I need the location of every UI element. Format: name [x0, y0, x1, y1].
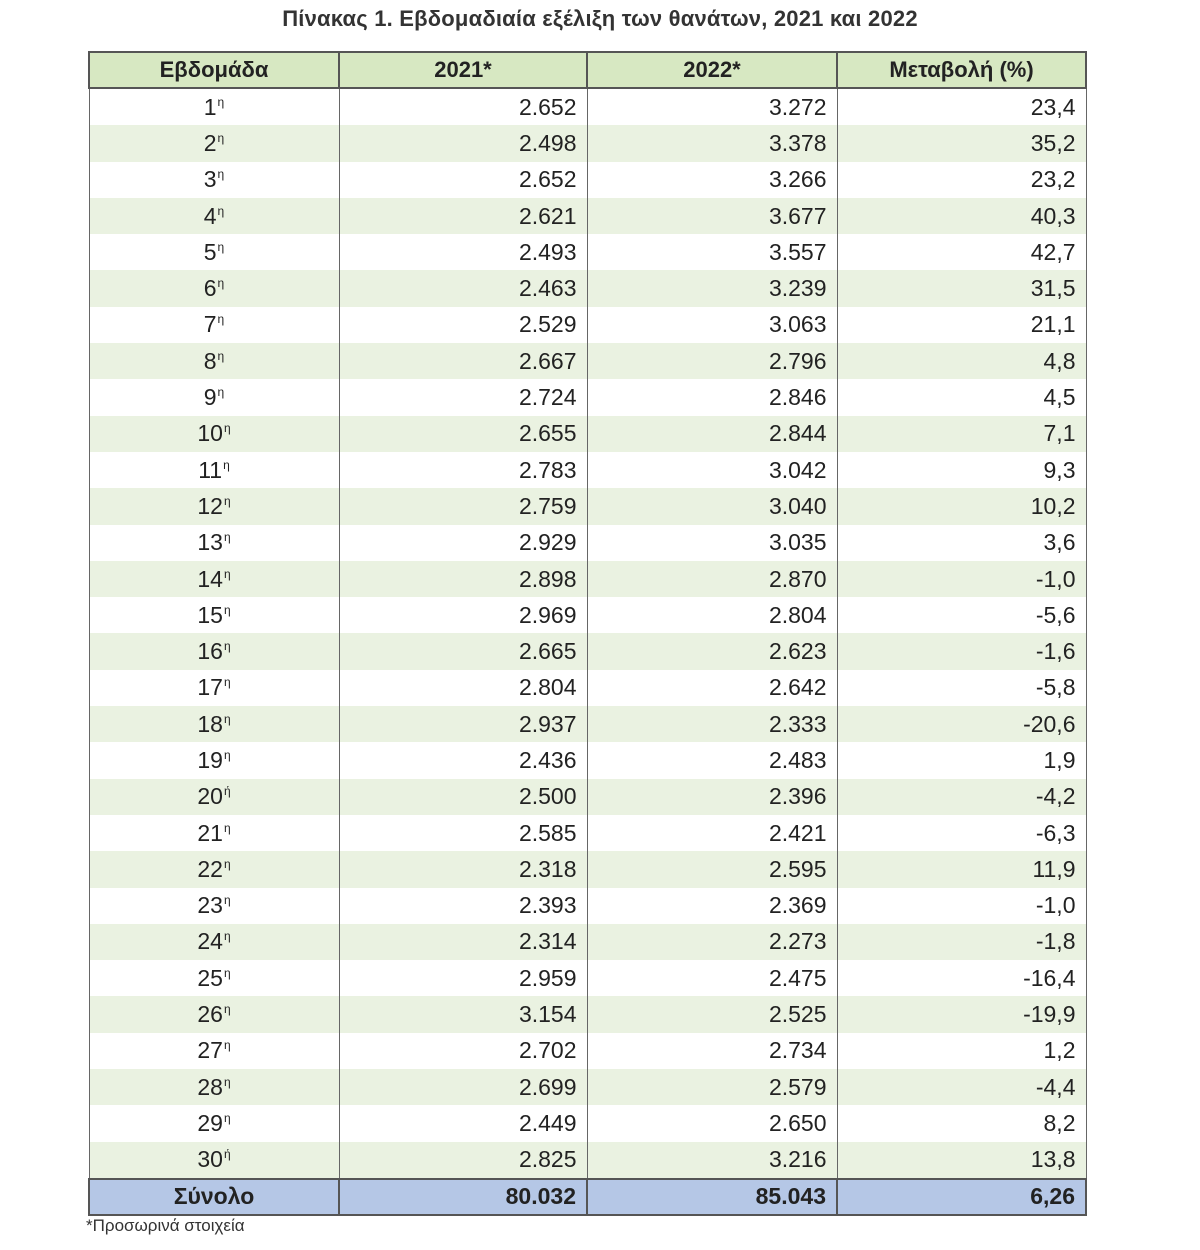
- table-row: [89, 1105, 1086, 1141]
- total-change: 6,26: [837, 1179, 1086, 1215]
- value-2022: 3.266: [587, 162, 837, 198]
- week-ordinal-suffix: η: [223, 530, 231, 545]
- value-2022: 3.040: [587, 488, 837, 524]
- week-ordinal-suffix: η: [223, 421, 231, 436]
- value-2021: 2.652: [339, 162, 587, 198]
- week-number: 11: [198, 456, 223, 483]
- table-row: [89, 488, 1086, 524]
- change-percent: 31,5: [837, 270, 1086, 306]
- week-ordinal-suffix: η: [223, 747, 231, 762]
- value-2022: 2.396: [587, 779, 837, 815]
- value-2021: 2.665: [339, 633, 587, 669]
- value-2022: 2.475: [587, 960, 837, 996]
- week-number: 16: [197, 638, 223, 665]
- table-row: [89, 307, 1086, 343]
- change-percent: -1,6: [837, 633, 1086, 669]
- value-2021: 2.318: [339, 851, 587, 887]
- value-2022: 3.272: [587, 88, 837, 125]
- table-row: [89, 525, 1086, 561]
- week-ordinal-suffix: η: [223, 566, 231, 581]
- week-cell: [89, 234, 339, 270]
- value-2022: 3.378: [587, 125, 837, 161]
- value-2021: 2.969: [339, 597, 587, 633]
- change-percent: 42,7: [837, 234, 1086, 270]
- value-2021: 2.463: [339, 270, 587, 306]
- week-cell: [89, 307, 339, 343]
- value-2022: 2.273: [587, 924, 837, 960]
- change-percent: 35,2: [837, 125, 1086, 161]
- week-number: 1: [203, 93, 217, 120]
- week-number: 23: [197, 892, 223, 919]
- week-cell: [89, 597, 339, 633]
- change-percent: 8,2: [837, 1105, 1086, 1141]
- week-ordinal-suffix: η: [223, 639, 231, 654]
- value-2021: 2.667: [339, 343, 587, 379]
- week-ordinal-suffix: η: [217, 385, 225, 400]
- week-number: 21: [197, 819, 223, 846]
- week-cell: [89, 1069, 339, 1105]
- value-2021: 2.436: [339, 742, 587, 778]
- week-ordinal-suffix: ή: [223, 784, 231, 799]
- value-2022: 3.216: [587, 1142, 837, 1179]
- week-ordinal-suffix: η: [223, 929, 231, 944]
- value-2021: 2.898: [339, 561, 587, 597]
- table-row: [89, 125, 1086, 161]
- week-number: 17: [197, 674, 223, 701]
- week-cell: [89, 996, 339, 1032]
- change-percent: 7,1: [837, 416, 1086, 452]
- week-number: 19: [197, 746, 223, 773]
- value-2022: 3.239: [587, 270, 837, 306]
- change-percent: 23,4: [837, 88, 1086, 125]
- week-number: 6: [203, 275, 217, 302]
- table-row: [89, 379, 1086, 415]
- total-2021: 80.032: [339, 1179, 587, 1215]
- table-row: [89, 88, 1086, 125]
- table-title: Πίνακας 1. Εβδομαδιαία εξέλιξη των θανάτων, 2021 και 2022: [282, 6, 918, 31]
- value-2022: 2.525: [587, 996, 837, 1032]
- week-number: 18: [197, 710, 223, 737]
- value-2022: 2.846: [587, 379, 837, 415]
- value-2021: 2.724: [339, 379, 587, 415]
- value-2021: 2.959: [339, 960, 587, 996]
- week-cell: [89, 561, 339, 597]
- week-number: 29: [197, 1109, 223, 1136]
- value-2022: 2.650: [587, 1105, 837, 1141]
- table-row: [89, 343, 1086, 379]
- week-number: 9: [203, 384, 217, 411]
- week-cell: [89, 452, 339, 488]
- week-number: 20: [197, 783, 223, 810]
- value-2022: 3.042: [587, 452, 837, 488]
- week-number: 13: [197, 529, 223, 556]
- value-2021: 2.393: [339, 888, 587, 924]
- week-ordinal-suffix: η: [217, 167, 225, 182]
- table-row: [89, 670, 1086, 706]
- header-row: [89, 52, 1086, 88]
- table-body: [89, 88, 1086, 1179]
- change-percent: -1,0: [837, 888, 1086, 924]
- table-row: [89, 924, 1086, 960]
- week-cell: [89, 779, 339, 815]
- week-number: 12: [197, 492, 223, 519]
- value-2022: 2.734: [587, 1033, 837, 1069]
- week-ordinal-suffix: η: [217, 203, 225, 218]
- week-number: 10: [197, 420, 223, 447]
- change-percent: 4,8: [837, 343, 1086, 379]
- week-ordinal-suffix: η: [223, 1038, 231, 1053]
- value-2021: 2.759: [339, 488, 587, 524]
- value-2022: 2.421: [587, 815, 837, 851]
- table-row: [89, 960, 1086, 996]
- week-number: 2: [203, 129, 217, 156]
- week-cell: [89, 633, 339, 669]
- week-cell: [89, 162, 339, 198]
- change-percent: -16,4: [837, 960, 1086, 996]
- week-ordinal-suffix: η: [223, 493, 231, 508]
- change-percent: -6,3: [837, 815, 1086, 851]
- value-2022: 2.369: [587, 888, 837, 924]
- table-row: [89, 270, 1086, 306]
- value-2022: 3.035: [587, 525, 837, 561]
- value-2022: 2.579: [587, 1069, 837, 1105]
- week-ordinal-suffix: η: [217, 312, 225, 327]
- week-ordinal-suffix: η: [223, 893, 231, 908]
- value-2021: 2.699: [339, 1069, 587, 1105]
- week-number: 26: [197, 1001, 223, 1028]
- change-percent: 40,3: [837, 198, 1086, 234]
- week-ordinal-suffix: η: [217, 130, 225, 145]
- value-2022: 2.844: [587, 416, 837, 452]
- week-cell: [89, 1142, 339, 1179]
- change-percent: -4,4: [837, 1069, 1086, 1105]
- week-ordinal-suffix: η: [223, 1002, 231, 1017]
- week-cell: [89, 270, 339, 306]
- change-percent: -19,9: [837, 996, 1086, 1032]
- change-percent: 23,2: [837, 162, 1086, 198]
- change-percent: -5,8: [837, 670, 1086, 706]
- table-row: [89, 1069, 1086, 1105]
- change-percent: -4,2: [837, 779, 1086, 815]
- week-cell: [89, 525, 339, 561]
- value-2022: 3.063: [587, 307, 837, 343]
- week-number: 8: [203, 347, 217, 374]
- table-row: [89, 162, 1086, 198]
- week-number: 14: [197, 565, 223, 592]
- value-2021: 2.314: [339, 924, 587, 960]
- change-percent: 3,6: [837, 525, 1086, 561]
- table-row: [89, 1142, 1086, 1179]
- table-row: [89, 779, 1086, 815]
- change-percent: -1,8: [837, 924, 1086, 960]
- week-ordinal-suffix: η: [223, 856, 231, 871]
- week-cell: [89, 924, 339, 960]
- table-row: [89, 452, 1086, 488]
- week-cell: [89, 888, 339, 924]
- week-number: 22: [197, 855, 223, 882]
- table-row: [89, 888, 1086, 924]
- week-number: 28: [197, 1073, 223, 1100]
- value-2022: 2.623: [587, 633, 837, 669]
- week-number: 4: [203, 202, 217, 229]
- week-ordinal-suffix: η: [217, 239, 225, 254]
- value-2022: 3.677: [587, 198, 837, 234]
- value-2021: 2.529: [339, 307, 587, 343]
- header-2022: 2022*: [587, 52, 837, 88]
- week-ordinal-suffix: η: [217, 94, 225, 109]
- table-row: [89, 742, 1086, 778]
- header-change: Μεταβολή (%): [837, 52, 1086, 88]
- value-2021: 2.652: [339, 88, 587, 125]
- value-2021: 2.655: [339, 416, 587, 452]
- change-percent: 1,9: [837, 742, 1086, 778]
- week-ordinal-suffix: η: [217, 348, 225, 363]
- week-cell: [89, 416, 339, 452]
- change-percent: 4,5: [837, 379, 1086, 415]
- week-cell: [89, 343, 339, 379]
- value-2022: 2.483: [587, 742, 837, 778]
- value-2021: 2.585: [339, 815, 587, 851]
- week-cell: [89, 670, 339, 706]
- week-ordinal-suffix: η: [223, 675, 231, 690]
- week-cell: [89, 1033, 339, 1069]
- week-number: 5: [203, 238, 217, 265]
- total-2022: 85.043: [587, 1179, 837, 1215]
- value-2022: 2.804: [587, 597, 837, 633]
- week-ordinal-suffix: η: [223, 1110, 231, 1125]
- week-cell: [89, 198, 339, 234]
- change-percent: 9,3: [837, 452, 1086, 488]
- week-number: 25: [197, 964, 223, 991]
- week-number: 30: [197, 1146, 223, 1173]
- week-cell: [89, 742, 339, 778]
- header-week: Εβδομάδα: [89, 52, 339, 88]
- value-2021: 2.500: [339, 779, 587, 815]
- table-row: [89, 1033, 1086, 1069]
- total-row: [89, 1179, 1086, 1215]
- table-row: [89, 234, 1086, 270]
- week-cell: [89, 1105, 339, 1141]
- value-2021: 2.929: [339, 525, 587, 561]
- change-percent: -5,6: [837, 597, 1086, 633]
- week-cell: [89, 379, 339, 415]
- value-2021: 2.937: [339, 706, 587, 742]
- change-percent: 1,2: [837, 1033, 1086, 1069]
- week-cell: [89, 706, 339, 742]
- table-row: [89, 996, 1086, 1032]
- change-percent: 13,8: [837, 1142, 1086, 1179]
- week-cell: [89, 125, 339, 161]
- change-percent: -20,6: [837, 706, 1086, 742]
- table-row: [89, 706, 1086, 742]
- week-cell: [89, 88, 339, 125]
- week-cell: [89, 488, 339, 524]
- value-2022: 3.557: [587, 234, 837, 270]
- value-2021: 2.493: [339, 234, 587, 270]
- table-row: [89, 416, 1086, 452]
- value-2022: 2.870: [587, 561, 837, 597]
- table-row: [89, 198, 1086, 234]
- week-number: 15: [197, 601, 223, 628]
- total-label: Σύνολο: [89, 1179, 339, 1215]
- change-percent: -1,0: [837, 561, 1086, 597]
- table-row: [89, 815, 1086, 851]
- value-2021: 2.498: [339, 125, 587, 161]
- table-row: [89, 561, 1086, 597]
- week-number: 3: [203, 166, 217, 193]
- header-2021: 2021*: [339, 52, 587, 88]
- week-ordinal-suffix: η: [223, 711, 231, 726]
- value-2021: 2.783: [339, 452, 587, 488]
- week-ordinal-suffix: η: [223, 602, 231, 617]
- week-ordinal-suffix: η: [223, 965, 231, 980]
- change-percent: 21,1: [837, 307, 1086, 343]
- value-2022: 2.642: [587, 670, 837, 706]
- week-ordinal-suffix: η: [223, 820, 231, 835]
- change-percent: 11,9: [837, 851, 1086, 887]
- table-row: [89, 597, 1086, 633]
- value-2021: 2.804: [339, 670, 587, 706]
- week-number: 27: [197, 1037, 223, 1064]
- value-2022: 2.333: [587, 706, 837, 742]
- footnote: *Προσωρινά στοιχεία: [86, 1216, 245, 1235]
- deaths-table: [88, 51, 1087, 1216]
- week-ordinal-suffix: η: [217, 276, 225, 291]
- value-2021: 2.825: [339, 1142, 587, 1179]
- week-ordinal-suffix: η: [223, 1074, 231, 1089]
- week-number: 24: [197, 928, 223, 955]
- table-row: [89, 633, 1086, 669]
- value-2022: 2.595: [587, 851, 837, 887]
- week-ordinal-suffix: η: [223, 457, 230, 472]
- week-cell: [89, 960, 339, 996]
- value-2021: 2.449: [339, 1105, 587, 1141]
- week-number: 7: [203, 311, 217, 338]
- value-2022: 2.796: [587, 343, 837, 379]
- value-2021: 2.621: [339, 198, 587, 234]
- value-2021: 2.702: [339, 1033, 587, 1069]
- value-2021: 3.154: [339, 996, 587, 1032]
- week-cell: [89, 851, 339, 887]
- table-row: [89, 851, 1086, 887]
- week-cell: [89, 815, 339, 851]
- change-percent: 10,2: [837, 488, 1086, 524]
- week-ordinal-suffix: ή: [223, 1147, 231, 1162]
